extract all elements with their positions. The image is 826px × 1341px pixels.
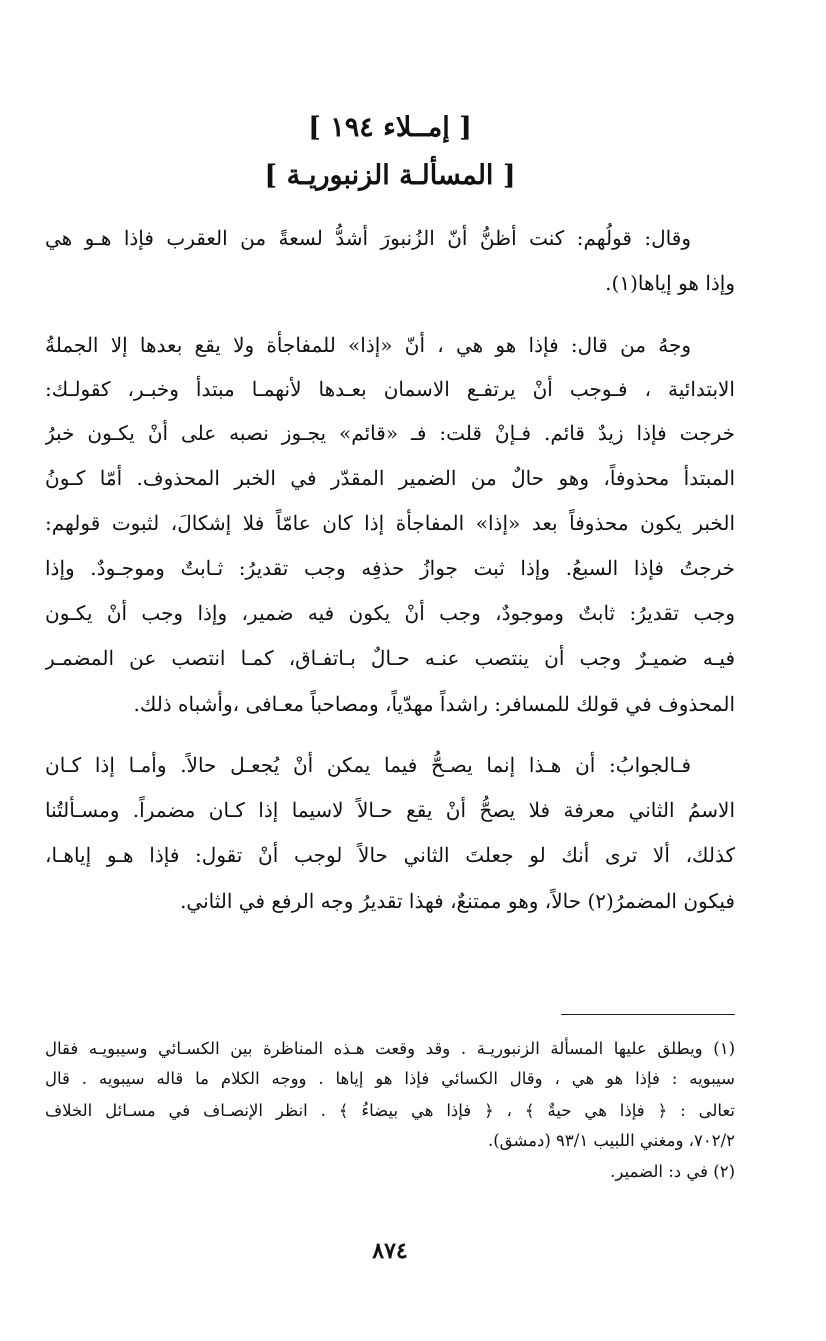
paragraph-1-line: وقال: قولُهم: كنت أظنُّ أنّ الزُنبورَ أشدُّ لسعةً من العقرب فإذا هـو هي xyxy=(45,226,691,250)
paragraph-2-line: وجب تقديرُ: ثابتٌ وموجودٌ، وجب أنْ يكون فيه ضمير، وإذا وجب أنْ يكـون xyxy=(45,601,735,625)
paragraph-2-line: المبتدأ محذوفاً، وهو حالٌ من الضمير المقدّر في الخبر المحذوف. أمّا كـونُ xyxy=(45,466,735,490)
paragraph-1-line: وإذا هو إياها(١). xyxy=(605,271,735,295)
paragraph-3-line: كذلك، ألا ترى أنك لو جعلتَ الثاني حالاً لوجب أنْ تقول: فإذا هـو إياهـا، xyxy=(45,843,735,867)
dictation-heading: [ إمــلاء ١٩٤ ] xyxy=(308,112,472,143)
book-page xyxy=(45,0,735,1341)
footnote-1-line: ٧٠٢/٢، ومغني اللبيب ٩٣/١ (دمشق). xyxy=(488,1131,735,1150)
paragraph-2-line: الابتدائية ، فـوجب أنْ يرتفـع الاسمان بعـدها لأنهمـا مبتدأ وخبـر، كقولـك: xyxy=(45,377,735,401)
section-heading: [ المسألـة الزنبوريـة ] xyxy=(264,160,516,191)
footnote-2: (٢) في د: الضمير. xyxy=(610,1162,735,1181)
page-number: ٨٧٤ xyxy=(372,1238,408,1264)
footnote-separator xyxy=(561,1014,735,1015)
paragraph-2-line: خرجتُ فإذا السبعُ. وإذا ثبت جوازُ حذفِه وجب تقديرُ: ثـابتٌ وموجـودٌ. وإذا xyxy=(45,556,735,580)
paragraph-3-line: الاسمُ الثاني معرفة فلا يصحُّ أنْ يقع حـالاً لاسيما إذا كـان مضمراً. ومسـألتُنا xyxy=(45,798,735,822)
paragraph-3-line: فيكون المضمرُ(٢) حالاً، وهو ممتنعٌ، فهذا تقديرُ وجه الرفع في الثاني. xyxy=(180,889,735,913)
paragraph-2-line: وجهُ من قال: فإذا هو هي ، أنّ «إذا» للمفاجأة ولا يقع بعدها إلا الجملةُ xyxy=(45,333,691,357)
footnote-1-line: (١) ويطلق عليها المسألة الزنبوريـة . وقد وقعت هـذه المناظرة بين الكسـائي وسيبويـه فقال xyxy=(45,1039,735,1058)
paragraph-2-line: الخبر يكون محذوفاً بعد «إذا» المفاجأة إذا كان عامّاً فلا إشكالَ، لثبوت قولهم: xyxy=(45,511,735,535)
paragraph-2-line: المحذوف في قولك للمسافر: راشداً مهدّياً، ومصاحباً معـافى ،وأشباه ذلك. xyxy=(133,692,735,716)
footnote-1-line: تعالى : ﴿ فإذا هي حيةٌ ﴾ ، ﴿ فإذا هي بيضاءُ ﴾ . انظر الإنصـاف في مسـائل الخلاف xyxy=(45,1101,735,1120)
paragraph-3-line: فـالجوابُ: أن هـذا إنما يصـحُّ فيما يمكن أنْ يُجعـل حالاً. وأمـا إذا كـان xyxy=(45,753,691,777)
paragraph-2-line: خرجت فإذا زيدٌ قائم. فـإنْ قلت: فـ «قائم» يجـوز نصبه على أنْ يكـون خبرُ xyxy=(45,421,735,445)
footnote-1-line: سيبويه : فإذا هو هي ، وقال الكسائي فإذا هو إياها . ووجه الكلام ما قاله سيبويه . قال xyxy=(45,1069,735,1088)
paragraph-2-line: فيـه ضميـرٌ وجب أن ينتصب عنـه حـالٌ بـاتفـاق، كمـا انتصب عن المضمـر xyxy=(45,646,735,670)
